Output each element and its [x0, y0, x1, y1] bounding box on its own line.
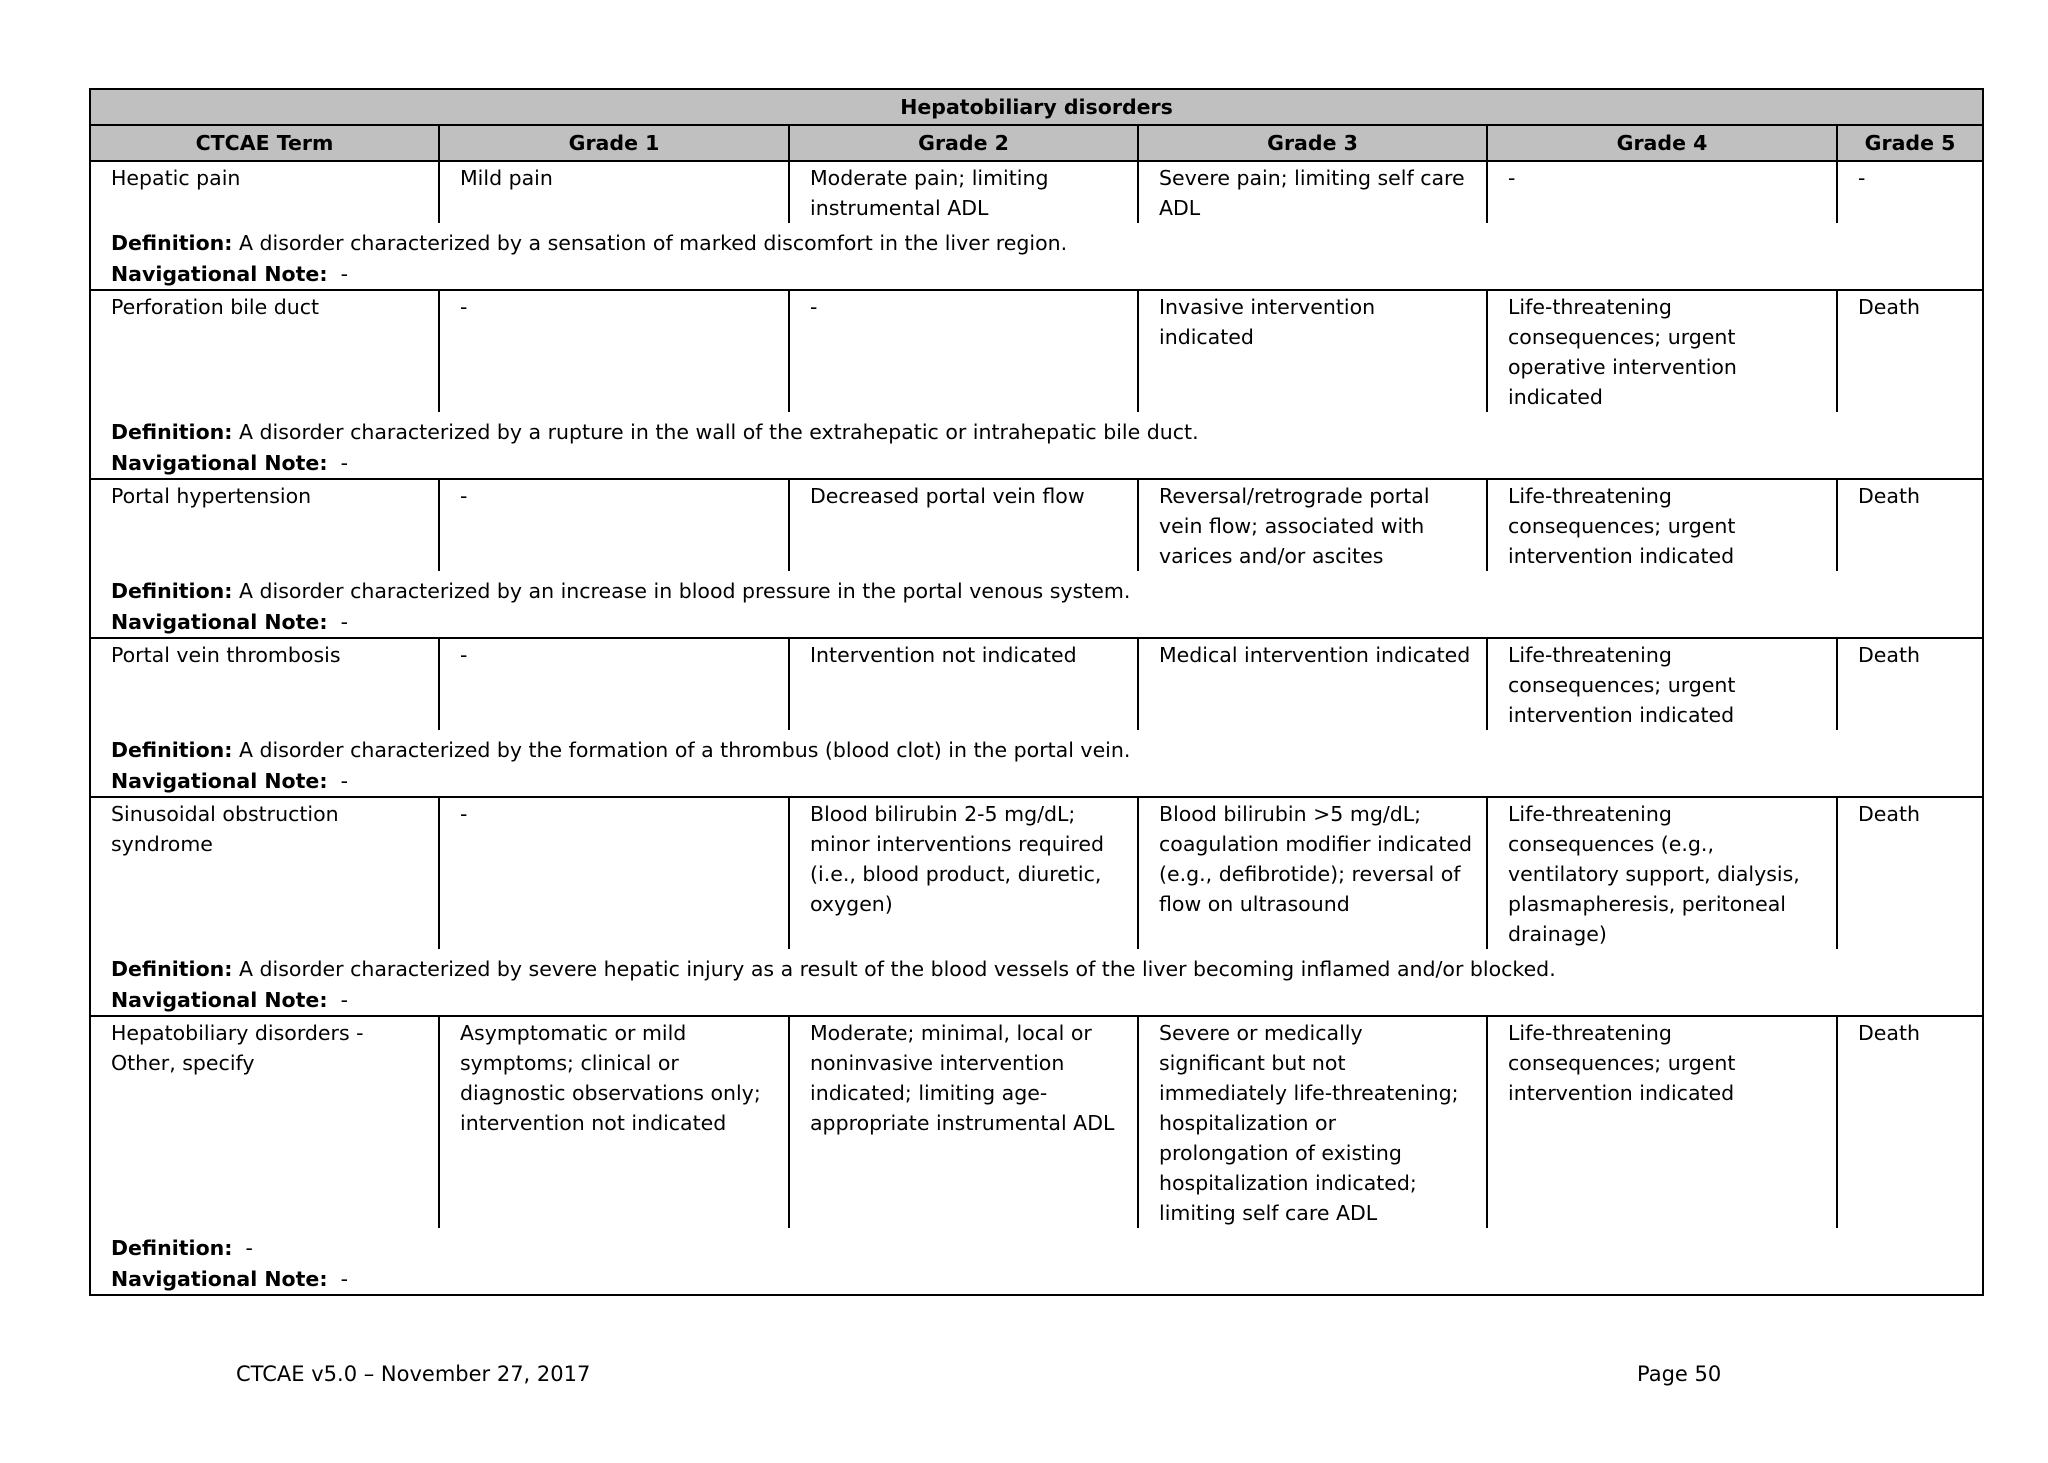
grade-2-cell: Blood bilirubin 2-5 mg/dL; minor interventions required (i.e., blood product, diuretic, oxygen)	[789, 797, 1138, 949]
nav-note-row	[90, 259, 1983, 290]
grade-2-cell: Moderate pain; limiting instrumental ADL	[789, 161, 1138, 223]
nav-note-label: Navigational Note:	[111, 262, 328, 286]
grade-4-cell: Life-threatening consequences; urgent intervention indicated	[1487, 1016, 1837, 1228]
nav-note-row	[90, 448, 1983, 479]
grade-5-cell: Death	[1837, 1016, 1983, 1228]
nav-note-row	[90, 766, 1983, 797]
grade-4-cell: -	[1487, 161, 1837, 223]
grade-4-cell: Life-threatening consequences (e.g., ventilatory support, dialysis, plasmapheresis, peritoneal drainage)	[1487, 797, 1837, 949]
header-ctcae-term: CTCAE Term	[90, 125, 439, 161]
table-row	[90, 290, 1983, 412]
nav-note-text: -	[340, 769, 348, 793]
definition-row	[90, 1228, 1983, 1264]
grade-2-cell: -	[789, 290, 1138, 412]
nav-note-row	[90, 1264, 1983, 1295]
grade-3-cell: Invasive intervention indicated	[1138, 290, 1487, 412]
grade-3-cell: Severe pain; limiting self care ADL	[1138, 161, 1487, 223]
grade-2-cell: Decreased portal vein flow	[789, 479, 1138, 571]
definition-label: Definition:	[111, 1236, 233, 1260]
grade-1-cell: Mild pain	[439, 161, 789, 223]
grade-1-cell: -	[439, 479, 789, 571]
nav-note-text: -	[340, 988, 348, 1012]
grade-3-cell: Medical intervention indicated	[1138, 638, 1487, 730]
nav-note-row	[90, 607, 1983, 638]
nav-note-text: -	[340, 1267, 348, 1291]
definition-row	[90, 223, 1983, 259]
table-title: Hepatobiliary disorders	[90, 89, 1983, 125]
definition-row	[90, 571, 1983, 607]
nav-note-label: Navigational Note:	[111, 769, 328, 793]
footer-page-number: Page 50	[1637, 1362, 1722, 1386]
nav-note-text: -	[340, 610, 348, 634]
term-cell: Portal vein thrombosis	[90, 638, 439, 730]
nav-note-text: -	[340, 262, 348, 286]
definition-label: Definition:	[111, 738, 233, 762]
definition-text: -	[245, 1236, 253, 1260]
grade-2-cell: Moderate; minimal, local or noninvasive intervention indicated; limiting age-appropriate instrumental ADL	[789, 1016, 1138, 1228]
term-cell: Hepatobiliary disorders - Other, specify	[90, 1016, 439, 1228]
grade-3-cell: Severe or medically significant but not immediately life-threatening; hospitalization or prolongation of existing hospitalization indicated; limiting self care ADL	[1138, 1016, 1487, 1228]
definition-text: A disorder characterized by a rupture in the wall of the extrahepatic or intrahepatic bile duct.	[238, 420, 1199, 444]
definition-label: Definition:	[111, 231, 233, 255]
grade-4-cell: Life-threatening consequences; urgent intervention indicated	[1487, 479, 1837, 571]
definition-text: A disorder characterized by severe hepatic injury as a result of the blood vessels of the liver becoming inflamed and/or blocked.	[238, 957, 1556, 981]
definition-row	[90, 730, 1983, 766]
definition-row	[90, 412, 1983, 448]
grade-3-cell: Blood bilirubin >5 mg/dL; coagulation modifier indicated (e.g., defibrotide); reversal of flow on ultrasound	[1138, 797, 1487, 949]
grade-5-cell: Death	[1837, 479, 1983, 571]
grade-5-cell: Death	[1837, 290, 1983, 412]
header-grade-1: Grade 1	[439, 125, 789, 161]
grade-1-cell: -	[439, 290, 789, 412]
grade-4-cell: Life-threatening consequences; urgent intervention indicated	[1487, 638, 1837, 730]
footer-version: CTCAE v5.0 – November 27, 2017	[236, 1362, 591, 1386]
nav-note-label: Navigational Note:	[111, 1267, 328, 1291]
term-cell: Sinusoidal obstruction syndrome	[90, 797, 439, 949]
table-row	[90, 479, 1983, 571]
definition-text: A disorder characterized by a sensation of marked discomfort in the liver region.	[238, 231, 1068, 255]
grade-3-cell: Reversal/retrograde portal vein flow; associated with varices and/or ascites	[1138, 479, 1487, 571]
grade-1-cell: -	[439, 638, 789, 730]
grade-5-cell: -	[1837, 161, 1983, 223]
nav-note-label: Navigational Note:	[111, 451, 328, 475]
grade-1-cell: -	[439, 797, 789, 949]
grade-4-cell: Life-threatening consequences; urgent operative intervention indicated	[1487, 290, 1837, 412]
term-cell: Portal hypertension	[90, 479, 439, 571]
nav-note-label: Navigational Note:	[111, 988, 328, 1012]
header-grade-3: Grade 3	[1138, 125, 1487, 161]
table-row	[90, 797, 1983, 949]
grade-2-cell: Intervention not indicated	[789, 638, 1138, 730]
header-grade-5: Grade 5	[1837, 125, 1983, 161]
table-row	[90, 1016, 1983, 1228]
grade-5-cell: Death	[1837, 638, 1983, 730]
term-cell: Perforation bile duct	[90, 290, 439, 412]
nav-note-row	[90, 985, 1983, 1016]
definition-label: Definition:	[111, 420, 233, 444]
table-row	[90, 161, 1983, 223]
header-grade-4: Grade 4	[1487, 125, 1837, 161]
definition-row	[90, 949, 1983, 985]
definition-label: Definition:	[111, 957, 233, 981]
nav-note-text: -	[340, 451, 348, 475]
term-cell: Hepatic pain	[90, 161, 439, 223]
definition-text: A disorder characterized by the formation of a thrombus (blood clot) in the portal vein.	[238, 738, 1131, 762]
grade-1-cell: Asymptomatic or mild symptoms; clinical or diagnostic observations only; intervention not indicated	[439, 1016, 789, 1228]
hepatobiliary-table	[89, 88, 1984, 1296]
nav-note-label: Navigational Note:	[111, 610, 328, 634]
grade-5-cell: Death	[1837, 797, 1983, 949]
definition-label: Definition:	[111, 579, 233, 603]
header-grade-2: Grade 2	[789, 125, 1138, 161]
table-row	[90, 638, 1983, 730]
definition-text: A disorder characterized by an increase in blood pressure in the portal venous system.	[238, 579, 1131, 603]
